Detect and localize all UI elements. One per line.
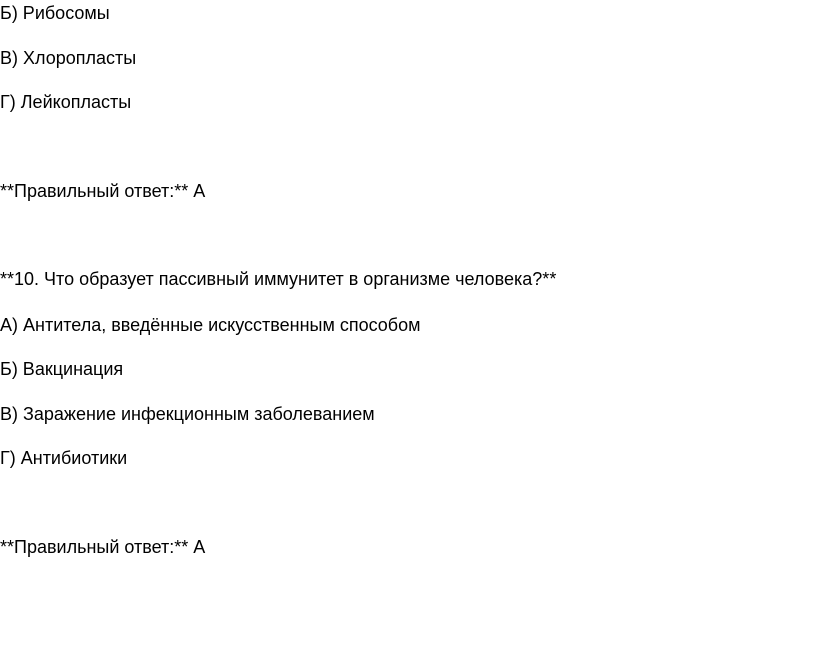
q10-answer: **Правильный ответ:** А	[0, 537, 206, 557]
q10-option-g: Г) Антибиотики	[0, 448, 128, 468]
option-g-leucoplasts: Г) Лейкопласты	[0, 92, 132, 112]
prev-question-answer: **Правильный ответ:** А	[0, 181, 206, 201]
q10-option-b: Б) Вакцинация	[0, 359, 124, 379]
option-b-ribosomes: Б) Рибосомы	[0, 3, 110, 23]
q10-option-a: А) Антитела, введённые искусственным способом	[0, 315, 421, 335]
option-v-chloroplasts: В) Хлоропласты	[0, 48, 137, 68]
q10-option-v: В) Заражение инфекционным заболеванием	[0, 404, 375, 424]
question-10-text: **10. Что образует пассивный иммунитет в организме человека?**	[0, 269, 557, 289]
